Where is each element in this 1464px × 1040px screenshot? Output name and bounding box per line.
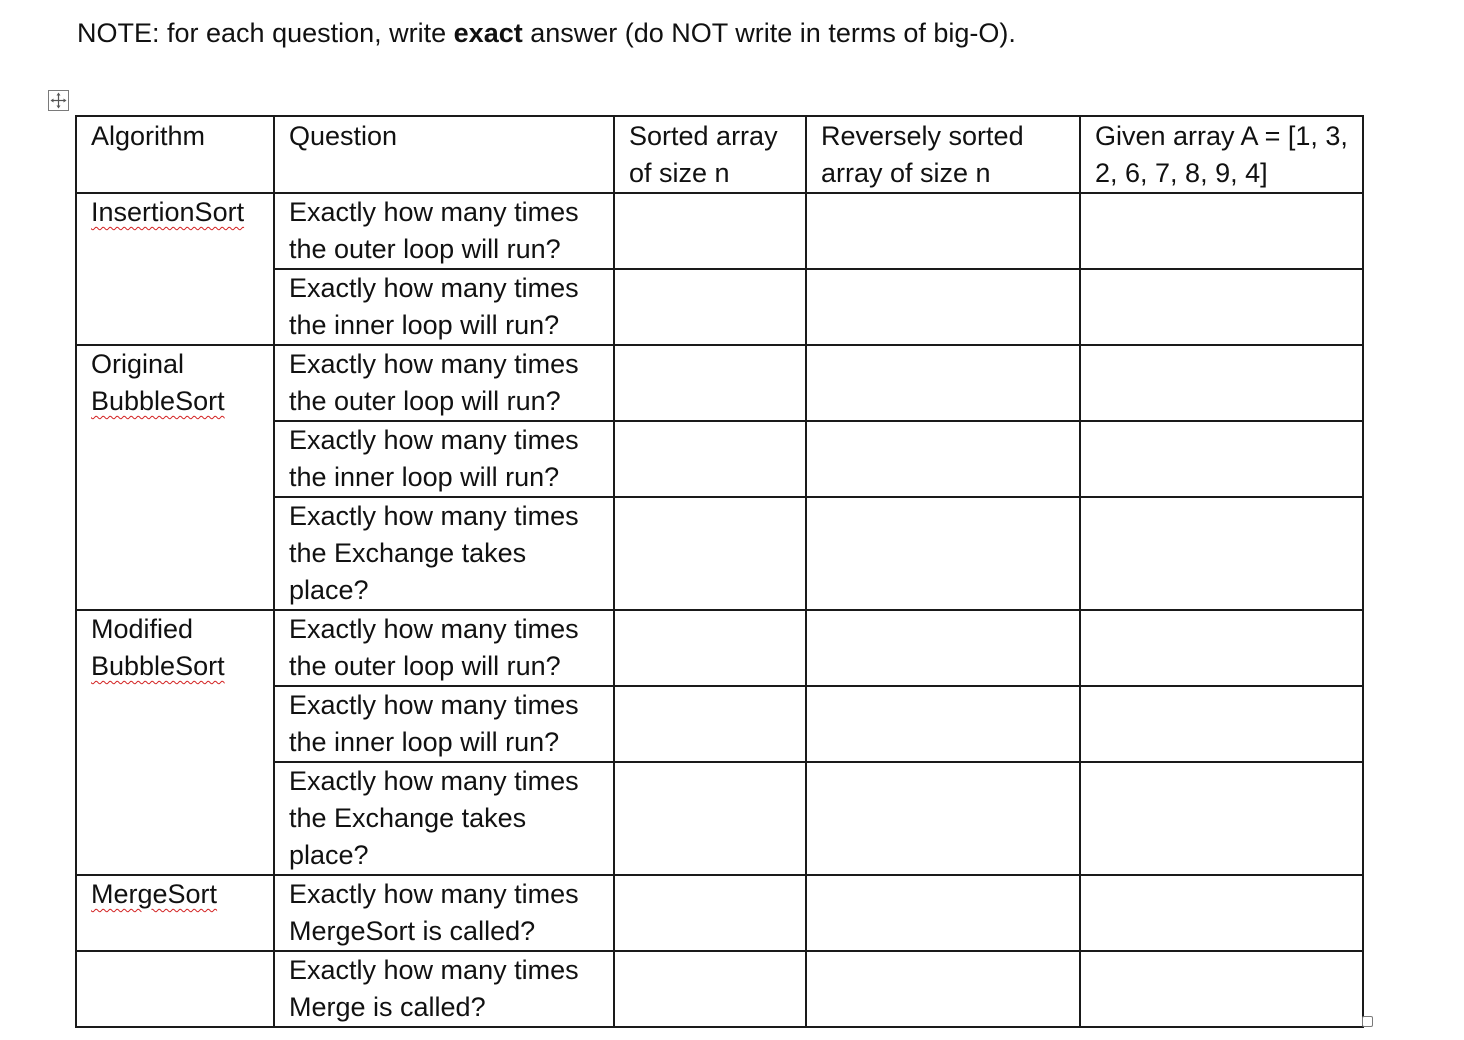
questions-table <box>75 115 1364 1028</box>
answer-cell-given[interactable] <box>1080 269 1363 345</box>
header-sorted-array[interactable]: Sorted array of size n <box>614 116 806 193</box>
question-cell[interactable]: Exactly how many times Merge is called? <box>274 951 614 1027</box>
algorithm-cell-mergesort[interactable] <box>76 875 274 951</box>
header-question[interactable]: Question <box>274 116 614 193</box>
note-emphasis: exact <box>453 18 523 48</box>
question-cell[interactable]: Exactly how many times the outer loop will run? <box>274 193 614 269</box>
table-move-handle-icon[interactable] <box>48 90 69 111</box>
answer-cell-given[interactable] <box>1080 193 1363 269</box>
instruction-note <box>77 14 1016 52</box>
table-row <box>76 345 1363 421</box>
table-row <box>76 875 1363 951</box>
question-text: Exactly how many times MergeSort is called? <box>289 879 579 946</box>
header-reversed-array[interactable]: Reversely sorted array of size n <box>806 116 1080 193</box>
answer-cell-sorted[interactable] <box>614 345 806 421</box>
algorithm-cell-modified-bubblesort[interactable] <box>76 610 274 875</box>
answer-cell-reversed[interactable] <box>806 951 1080 1027</box>
answer-cell-sorted[interactable] <box>614 497 806 610</box>
answer-cell-sorted[interactable] <box>614 193 806 269</box>
answer-cell-given[interactable] <box>1080 762 1363 875</box>
answer-cell-sorted[interactable] <box>614 875 806 951</box>
answer-cell-reversed[interactable] <box>806 345 1080 421</box>
answer-cell-reversed[interactable] <box>806 421 1080 497</box>
header-given-array[interactable]: Given array A = [1, 3, 2, 6, 7, 8, 9, 4] <box>1080 116 1363 193</box>
question-cell[interactable]: Exactly how many times the Exchange takes place? <box>274 497 614 610</box>
answer-cell-given[interactable] <box>1080 610 1363 686</box>
answer-cell-reversed[interactable] <box>806 269 1080 345</box>
question-cell[interactable] <box>274 875 614 951</box>
answer-cell-given[interactable] <box>1080 686 1363 762</box>
answer-cell-given[interactable] <box>1080 951 1363 1027</box>
answer-cell-given[interactable] <box>1080 875 1363 951</box>
answer-cell-reversed[interactable] <box>806 686 1080 762</box>
answer-cell-reversed[interactable] <box>806 875 1080 951</box>
answer-cell-sorted[interactable] <box>614 951 806 1027</box>
question-cell[interactable]: Exactly how many times the inner loop will run? <box>274 686 614 762</box>
algorithm-name-line1: Original <box>91 349 185 379</box>
answer-cell-given[interactable] <box>1080 421 1363 497</box>
note-suffix: answer (do NOT write in terms of big-O). <box>522 18 1016 48</box>
algorithm-cell-empty[interactable] <box>76 951 274 1027</box>
question-cell[interactable]: Exactly how many times the inner loop will run? <box>274 421 614 497</box>
answer-cell-given[interactable] <box>1080 345 1363 421</box>
table-resize-handle-icon[interactable] <box>1362 1016 1373 1027</box>
table-header-row <box>76 116 1363 193</box>
answer-cell-sorted[interactable] <box>614 686 806 762</box>
answer-cell-reversed[interactable] <box>806 193 1080 269</box>
question-cell[interactable]: Exactly how many times the inner loop will run? <box>274 269 614 345</box>
algorithm-name: InsertionSort <box>91 197 245 227</box>
table-row <box>76 610 1363 686</box>
answer-cell-sorted[interactable] <box>614 762 806 875</box>
table-row <box>76 193 1363 269</box>
answer-cell-sorted[interactable] <box>614 269 806 345</box>
answer-cell-given[interactable] <box>1080 497 1363 610</box>
answer-cell-reversed[interactable] <box>806 610 1080 686</box>
algorithm-name-line2: BubbleSort <box>91 651 225 681</box>
algorithm-cell-insertionsort[interactable] <box>76 193 274 345</box>
algorithm-name: MergeSort <box>91 879 218 909</box>
answer-cell-sorted[interactable] <box>614 421 806 497</box>
question-cell[interactable]: Exactly how many times the Exchange takes place? <box>274 762 614 875</box>
header-algorithm[interactable]: Algorithm <box>76 116 274 193</box>
note-prefix: NOTE: for each question, write <box>77 18 454 48</box>
table-row <box>76 951 1363 1027</box>
algorithm-cell-original-bubblesort[interactable] <box>76 345 274 610</box>
answer-cell-reversed[interactable] <box>806 762 1080 875</box>
answer-cell-sorted[interactable] <box>614 610 806 686</box>
algorithm-name-line2: BubbleSort <box>91 386 225 416</box>
algorithm-name-line1: Modified <box>91 614 194 644</box>
answer-cell-reversed[interactable] <box>806 497 1080 610</box>
question-cell[interactable]: Exactly how many times the outer loop will run? <box>274 345 614 421</box>
question-cell[interactable]: Exactly how many times the outer loop will run? <box>274 610 614 686</box>
